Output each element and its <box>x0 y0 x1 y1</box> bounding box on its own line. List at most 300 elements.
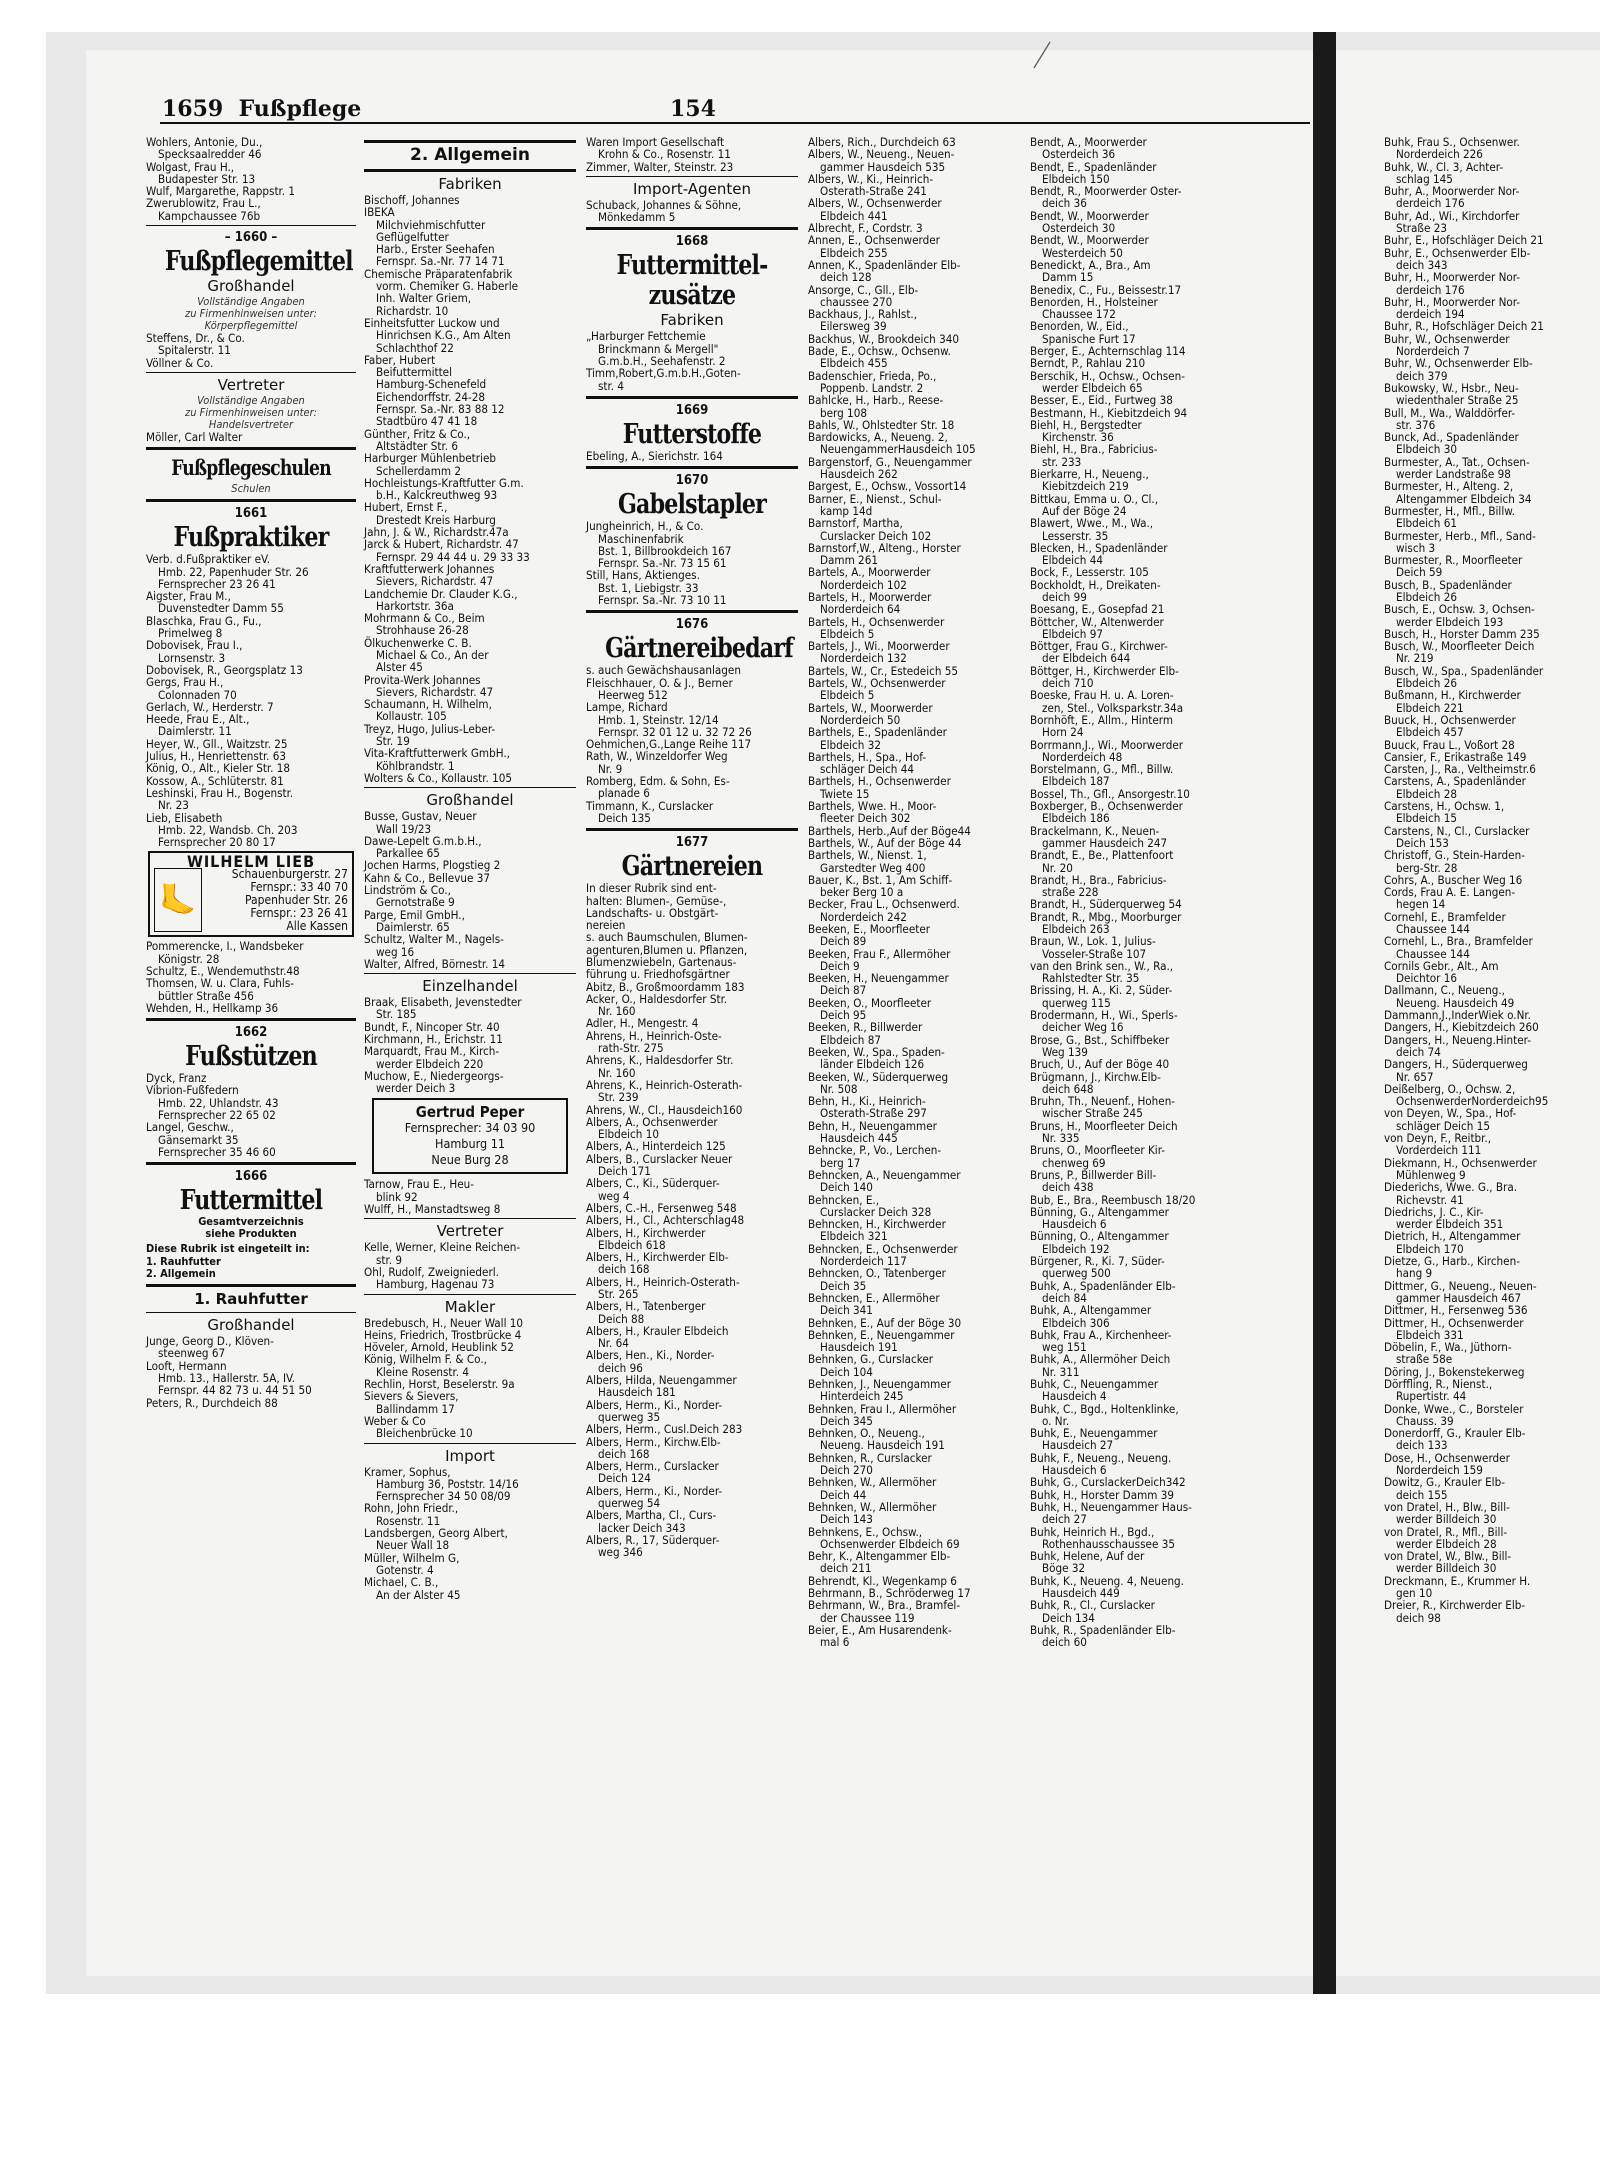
list-entry: deich 84 <box>1042 1290 1087 1305</box>
list-entry: Jarck & Hubert, Richardstr. 47 <box>364 537 519 552</box>
entries <box>586 330 798 391</box>
divider <box>364 1443 576 1444</box>
list-entry: Norderdeich 159 <box>1396 1463 1483 1478</box>
list-entry: Beeken, H., Neuengammer <box>808 971 949 986</box>
entries <box>586 520 798 606</box>
list-entry: gammer Hausdeich 535 <box>820 159 946 174</box>
list-entry: Horn 24 <box>1042 725 1084 740</box>
list-entry: Burmester, H., Alteng. 2, <box>1384 479 1514 494</box>
list-entry: Deich 135 <box>598 810 651 825</box>
list-entry: deich 98 <box>1396 1610 1441 1624</box>
list-entry: Faber, Hubert <box>364 352 436 367</box>
list-entry: Steffens, Dr., & Co. <box>146 331 245 346</box>
list-entry: Elbdeich 192 <box>1042 1241 1110 1256</box>
list-entry: Michael, C. B., <box>364 1575 439 1590</box>
list-entry: Elbdeich 87 <box>820 1032 881 1047</box>
list-entry: Schaumann, H. Wilhelm, <box>364 697 492 712</box>
list-entry: Landsbergen, Georg Albert, <box>364 1526 508 1541</box>
advertisement-box <box>372 1098 568 1174</box>
list-entry: Deich 35 <box>820 1278 867 1293</box>
list-entry: Bahlcke, H., Harb., Reese- <box>808 393 944 408</box>
list-entry: Bartels, J., Wi., Moorwerder <box>808 639 950 654</box>
list-entry: Krohn & Co., Rosenstr. 11 <box>598 147 731 162</box>
list-entry: Strohhause 26-28 <box>376 623 469 638</box>
list-entry: Parkallee 65 <box>376 846 440 861</box>
divider <box>364 973 576 974</box>
list-entry: Bruns, P., Billwerder Bill- <box>1030 1167 1157 1182</box>
list-entry: Spanische Furt 17 <box>1042 331 1136 346</box>
list-entry: Nr. 64 <box>598 1336 629 1351</box>
list-entry: Timmann, K., Curslacker <box>586 798 714 813</box>
list-entry: straße 58e <box>1396 1352 1453 1367</box>
list-entry: Twiete 15 <box>820 786 870 801</box>
list-entry: Beeken, O., Moorfleeter <box>808 995 932 1010</box>
list-entry: Buhk, H., Neuengammer Haus- <box>1030 1499 1192 1514</box>
list-entry: Elbdeich 97 <box>1042 626 1103 641</box>
list-entry: Pommerencke, I., Wandsbeker <box>146 939 304 954</box>
list-entry: Osterath-Straße 241 <box>820 184 927 199</box>
list-entry: Behnken, E., Neuengammer <box>808 1327 955 1342</box>
list-entry: Gotenstr. 4 <box>376 1562 434 1577</box>
advertisement-box <box>148 851 354 937</box>
list-entry: Bartels, W., Ochsenwerder <box>808 676 946 691</box>
list-entry: Elbdeich 263 <box>1042 922 1110 936</box>
list-entry: Behncken, H., Kirchwerder <box>808 1217 946 1232</box>
list-entry: Einheitsfutter Luckow und <box>364 315 500 330</box>
entries <box>364 194 576 784</box>
list-entry: Dangers, H., Süderquerweg <box>1384 1057 1528 1072</box>
list-entry: Nr. 20 <box>1042 860 1073 875</box>
list-entry: Barner, E., Nienst., Schul- <box>808 491 942 506</box>
list-entry: Deich 59 <box>1396 565 1443 580</box>
list-entry: gen 10 <box>1396 1586 1433 1601</box>
list-entry: Buhr, W., Ochsenwerder <box>1384 331 1510 346</box>
list-entry: Hmb. 22, Uhlandstr. 43 <box>158 1095 279 1110</box>
entries <box>146 940 356 1014</box>
list-entry: Benorden, W., Eid., <box>1030 319 1129 334</box>
list-entry: Hausdeich 191 <box>820 1340 898 1355</box>
list-entry: Böttger, Frau G., Kirchwer- <box>1030 639 1168 654</box>
subsection-title: Makler <box>444 1297 496 1316</box>
list-entry: Hausdeich 445 <box>820 1131 898 1146</box>
list-entry: Albers, W., Ki., Heinrich- <box>808 171 934 186</box>
list-entry: Barthels, E., Spadenländer <box>808 725 947 740</box>
list-entry: Weber & Co <box>364 1413 426 1428</box>
list-entry: Barthels, Wwe. H., Moor- <box>808 799 937 814</box>
list-entry: Lindström & Co., <box>364 883 451 898</box>
list-entry: Vita-Kraftfutterwerk GmbH., <box>364 746 510 761</box>
list-entry: Mohrmann & Co., Beim <box>364 611 485 626</box>
list-entry: Still, Hans, Aktienges. <box>586 568 700 583</box>
list-entry: Landchemie Dr. Clauder K.G., <box>364 586 518 601</box>
divider <box>364 1294 576 1295</box>
list-entry: Heerweg 512 <box>598 687 668 702</box>
list-entry: Tarnow, Frau E., Heu- <box>364 1177 474 1192</box>
list-entry: Spitalerstr. 11 <box>158 343 231 358</box>
list-entry: Diedrichs, J. C., Kir- <box>1384 1204 1484 1219</box>
list-entry: Fernsprecher 35 46 60 <box>158 1144 276 1159</box>
list-entry: Altstädter Str. 6 <box>376 438 458 453</box>
list-entry: Albers, Herm., Cusl.Deich 283 <box>586 1422 743 1437</box>
list-entry: Hausdeich 262 <box>820 467 898 482</box>
entries <box>146 553 356 848</box>
list-entry: Chemische Präparatenfabrik <box>364 266 513 281</box>
list-entry: Hinrichsen K.G., Am Alten <box>376 328 511 343</box>
list-entry: deich 343 <box>1396 257 1448 272</box>
list-entry: Wehden, H., Hellkamp 36 <box>146 1000 279 1015</box>
divider <box>146 1312 356 1313</box>
list-entry: Donke, Wwe., C., Borsteler <box>1384 1401 1524 1416</box>
list-entry: deich 710 <box>1042 676 1094 691</box>
list-entry: Norderdeich 242 <box>820 909 907 924</box>
list-entry: Bade, E., Ochsw., Ochsenw. <box>808 344 951 359</box>
list-entry: Buhk, Helene, Auf der <box>1030 1549 1145 1564</box>
divider <box>146 1018 356 1021</box>
list-entry: Albers, H., Kirchwerder <box>586 1225 706 1240</box>
list-entry: Elbdeich 186 <box>1042 811 1110 826</box>
list-entry: von Dratel, R., Mfl., Bill- <box>1384 1524 1508 1539</box>
ad-title: Gertrud Peper <box>415 1103 525 1122</box>
list-entry: Norderdeich 7 <box>1396 344 1470 359</box>
list-entry: Romberg, Edm. & Sohn, Es- <box>586 774 730 789</box>
list-entry: Buhk, W., Cl. 3, Achter- <box>1384 159 1504 174</box>
list-entry: von Deyn, F., Reitbr., <box>1384 1131 1492 1146</box>
section-number: – 1660 – <box>224 230 278 246</box>
list-entry: Daimlerstr. 11 <box>158 724 232 739</box>
list-entry: o. Nr. <box>1042 1413 1070 1428</box>
divider <box>146 372 356 373</box>
list-entry: Fleischhauer, O. & J., Berner <box>586 675 733 690</box>
list-entry: Bendt, A., Moorwerder <box>1030 135 1147 149</box>
list-entry: Albers, A., Hinterdeich 125 <box>586 1139 726 1154</box>
list-entry: Looft, Hermann <box>146 1358 227 1373</box>
list-entry: Mühlenweg 9 <box>1396 1167 1466 1182</box>
list-entry: Albers, H., Cl., Achterschlag48 <box>586 1213 745 1228</box>
list-entry: deich 133 <box>1396 1438 1448 1453</box>
list-entry: Lieb, Elisabeth <box>146 810 223 825</box>
entries <box>364 1241 576 1290</box>
list-entry: länder Elbdeich 126 <box>820 1057 925 1072</box>
list-entry: Elbdeich 255 <box>820 245 888 260</box>
list-entry: van den Brink sen., W., Ra., <box>1030 958 1174 973</box>
entries <box>146 431 356 443</box>
list-entry: Nr. 160 <box>598 1065 636 1080</box>
list-entry: Auf der Böge 24 <box>1042 503 1127 518</box>
list-entry: Bredebusch, H., Neuer Wall 10 <box>364 1315 524 1330</box>
list-entry: Behncke, P., Vo., Lerchen- <box>808 1143 942 1158</box>
list-entry: Westerdeich 50 <box>1042 245 1123 260</box>
list-entry: Buhk, G., CurslackerDeich342 <box>1030 1475 1186 1490</box>
list-entry: Beeken, W., Süderquerweg <box>808 1069 949 1084</box>
ad-body <box>154 868 348 933</box>
list-entry: Carstens, A., Spadenländer <box>1384 774 1526 789</box>
list-entry: Buhk, E., Neuengammer <box>1030 1426 1158 1441</box>
list-entry: Dangers, H., Kiebitzdeich 260 <box>1384 1020 1539 1035</box>
entries <box>1030 136 1242 1649</box>
list-entry: Albers, H., Kirchwerder Elb- <box>586 1250 729 1265</box>
list-entry: Chaussee 172 <box>1042 307 1116 322</box>
list-entry: Dobovisek, R., Georgsplatz 13 <box>146 662 303 677</box>
list-entry: Schultz, E., Wendemuthstr.48 <box>146 963 300 978</box>
list-entry: Albers, A., Ochsenwerder <box>586 1114 718 1129</box>
list-entry: Buhr, R., Hofschläger Deich 21 <box>1384 319 1544 334</box>
list-entry: Deichtor 16 <box>1396 971 1458 986</box>
list-entry: Dallmann, C., Neueng., <box>1384 983 1505 998</box>
list-entry: agenturen,Blumen u. Pflanzen, <box>586 942 748 957</box>
subsection-title: Fabriken <box>438 175 502 193</box>
list-entry: Elbdeich 457 <box>1396 725 1464 740</box>
list-entry: Nr. 9 <box>598 761 623 776</box>
list-entry: Carsten, J., Ra., Veltheimstr.6 <box>1384 762 1536 777</box>
list-entry: Jungheinrich, H., & Co. <box>586 519 704 534</box>
section-number: 1676 <box>675 617 709 633</box>
list-entry: Dörffling, R., Nienst., <box>1384 1376 1493 1391</box>
list-entry: Osterath-Straße 297 <box>820 1106 927 1121</box>
list-entry: führung u. Friedhofsgärtner <box>586 967 730 982</box>
list-entry: Fernsprecher 20 80 17 <box>158 835 276 850</box>
list-entry: Ohl, Rudolf, Zweigniederl. <box>364 1264 499 1279</box>
section-note: Diese Rubrik ist eingeteilt in: 1. Rauhfutter 2. Allgemein <box>146 1242 310 1280</box>
list-entry: weg 16 <box>376 944 415 959</box>
list-entry: Buhr, E., Hofschläger Deich 21 <box>1384 233 1544 248</box>
list-entry: schläger Deich 44 <box>820 762 914 777</box>
page-number-center: 154 <box>670 96 716 122</box>
list-entry: Dietze, G., Harb., Kirchen- <box>1384 1254 1520 1269</box>
list-entry: s. auch Gewächshausanlagen <box>586 663 741 678</box>
list-entry: Brandt, H., Bra., Fabricius- <box>1030 872 1167 887</box>
list-entry: Wulf, Margarethe, Rappstr. 1 <box>146 184 296 199</box>
list-entry: Bruns, O., Moorfleeter Kir- <box>1030 1143 1166 1158</box>
pencil-mark-icon <box>1030 40 1054 70</box>
list-entry: Biehl, H., Bergstedter <box>1030 417 1142 432</box>
column-6 <box>1384 136 1600 1624</box>
list-entry: Bünning, O., Altengammer <box>1030 1229 1169 1244</box>
list-entry: Deich 44 <box>820 1487 867 1502</box>
list-entry: Elbdeich 30 <box>1396 442 1457 457</box>
list-entry: Bundt, F., Nincoper Str. 40 <box>364 1019 500 1034</box>
list-entry: Busch, E., Ochsw. 3, Ochsen- <box>1384 602 1535 617</box>
list-entry: Alle Kassen <box>286 919 348 934</box>
list-entry: Damm 15 <box>1042 270 1094 285</box>
list-entry: Behr, K., Altengammer Elb- <box>808 1549 951 1564</box>
list-entry: wiedenthaler Straße 25 <box>1396 393 1519 408</box>
list-entry: Buhr, E., Ochsenwerder Elb- <box>1384 245 1531 260</box>
list-entry: Blecken, H., Spadenländer <box>1030 540 1168 555</box>
list-entry: Albers, Herm., Ki., Norder- <box>586 1397 723 1412</box>
list-entry: Rechlin, Horst, Beselerstr. 9a <box>364 1377 515 1392</box>
list-entry: Behnken, J., Neuengammer <box>808 1376 951 1391</box>
list-entry: Hausdeich 6 <box>1042 1463 1107 1478</box>
section-title: Futtermittel- zusätze <box>616 250 768 312</box>
list-entry: Burmester, Herb., Mfl., Sand- <box>1384 528 1536 543</box>
list-entry: Ahrens, H., Heinrich-Oste- <box>586 1028 722 1043</box>
list-entry: Bartels, W., Moorwerder <box>808 700 933 715</box>
list-entry: Neueng. Hausdeich 191 <box>820 1438 945 1453</box>
list-entry: Bartels, H., Ochsenwerder <box>808 614 945 629</box>
list-entry: Carstens, H., Ochsw. 1, <box>1384 799 1505 814</box>
entries <box>808 136 1020 1649</box>
list-entry: Fernsprecher 34 50 08/09 <box>376 1489 511 1504</box>
list-entry: Sievers & Sievers, <box>364 1389 459 1404</box>
section-title: Fußpflegemittel <box>164 246 353 278</box>
list-entry: Bruhn, Th., Neuenf., Hohen- <box>1030 1094 1176 1109</box>
list-entry: deich 648 <box>1042 1081 1094 1096</box>
section-subtitle: Gesamtverzeichnis siehe Produkten <box>198 1215 304 1241</box>
list-entry: Vorderdeich 111 <box>1396 1143 1482 1158</box>
list-entry: Dawe-Lepelt G.m.b.H., <box>364 833 482 848</box>
subsection-title: Einzelhandel <box>422 977 518 996</box>
list-entry: Norderdeich 50 <box>820 712 901 727</box>
list-entry: Hausdeich 449 <box>1042 1586 1120 1601</box>
list-entry: Harb., Erster Seehafen <box>376 242 495 257</box>
list-entry: Albers, W., Ochsenwerder <box>808 196 942 211</box>
list-entry: Norderdeich 226 <box>1396 147 1483 162</box>
list-entry: Günther, Fritz & Co., <box>364 426 471 441</box>
list-entry: Christoff, G., Stein-Harden- <box>1384 848 1525 863</box>
entries <box>364 1178 576 1215</box>
section-subtitle: Schulen <box>231 482 271 496</box>
list-entry: Poppenb. Landstr. 2 <box>820 380 924 395</box>
list-entry: Borstelmann, G., Mfl., Billw. <box>1030 762 1174 777</box>
list-entry: Chauss. 39 <box>1396 1413 1454 1428</box>
list-entry: zen, Stel., Volksparkstr.34a <box>1042 700 1184 715</box>
list-entry: Bock, F., Lesserstr. 105 <box>1030 565 1149 580</box>
divider <box>146 1284 356 1287</box>
list-entry: Nr. 311 <box>1042 1364 1080 1379</box>
list-entry: Behnken, W., Allermöher <box>808 1475 937 1490</box>
list-entry: Beeken, R., Billwerder <box>808 1020 923 1035</box>
list-entry: Burmester, H., Mfl., Billw. <box>1384 503 1515 518</box>
list-entry: Möller, Carl Walter <box>146 429 243 444</box>
list-entry: Schuback, Johannes & Söhne, <box>586 197 742 212</box>
list-entry: Vibrion-Fußfedern <box>146 1083 239 1098</box>
list-entry: Elbdeich 441 <box>820 208 888 223</box>
list-entry: Behrendt, Kl., Wegenkamp 6 <box>808 1573 957 1588</box>
list-entry: Richardstr. 10 <box>376 303 449 318</box>
list-entry: Fernspr. Sa.-Nr. 83 88 12 <box>376 402 505 417</box>
list-entry: Abitz, B., Großmoordamm 183 <box>586 979 745 994</box>
section-number: 1661 <box>234 506 268 522</box>
list-entry: Bünning, G., Altengammer <box>1030 1204 1169 1219</box>
list-entry: Deich 9 <box>820 958 860 973</box>
list-entry: str. 376 <box>1396 417 1436 432</box>
list-entry: Nr. 508 <box>820 1081 858 1096</box>
list-entry: Buuck, Frau L., Voßort 28 <box>1384 737 1515 752</box>
list-entry: Heins, Friedrich, Trostbrücke 4 <box>364 1327 522 1342</box>
list-entry: Buhk, R., Spadenländer Elb- <box>1030 1622 1176 1637</box>
list-entry: Norderdeich 117 <box>820 1254 907 1269</box>
list-entry: Dobovisek, Frau I., <box>146 638 243 653</box>
list-entry: Barnstorf,W., Alteng., Horster <box>808 540 961 555</box>
list-entry: Buhk, A., Allermöher Deich <box>1030 1352 1171 1367</box>
list-entry: Ahrens, K., Haldesdorfer Str. <box>586 1053 734 1068</box>
list-entry: von Dratel, H., Blw., Bill- <box>1384 1499 1510 1514</box>
list-entry: Hmb. 13., Hallerstr. 5A, IV. <box>158 1371 295 1386</box>
list-entry: werder Elbdeich 65 <box>1042 380 1143 395</box>
list-entry: berg 17 <box>820 1155 861 1170</box>
section-number: 1666 <box>234 1169 268 1185</box>
list-entry: schläger Deich 15 <box>1396 1118 1490 1133</box>
list-entry: Barthels, Herb.,Auf der Böge44 <box>808 823 971 838</box>
list-entry: Brügmann, J., Kirchw.Elb- <box>1030 1069 1161 1084</box>
list-entry: Hausdeich 181 <box>598 1385 676 1400</box>
list-entry: Barthels, H., Ochsenwerder <box>808 774 951 789</box>
list-entry: OchsenwerderNorderdeich95 <box>1396 1094 1549 1109</box>
list-entry: Albers, H., Krauler Elbdeich <box>586 1323 729 1338</box>
list-entry: str. 233 <box>1042 454 1082 469</box>
list-entry: Brandt, R., Mbg., Moorburger <box>1030 909 1182 924</box>
subsection-title: Vertreter <box>217 375 285 394</box>
list-entry: Jahn, J. & W., Richardstr.47a <box>364 525 509 540</box>
list-entry: Bierkarre, H., Neueng., <box>1030 467 1149 482</box>
list-entry: Harburger Mühlenbetrieb <box>364 451 496 466</box>
list-entry: Badenschier, Frieda, Po., <box>808 368 937 383</box>
entries <box>146 332 356 369</box>
list-entry: Hochleistungs-Kraftfutter G.m. <box>364 475 524 490</box>
list-entry: Bargest, E., Ochsw., Vossort14 <box>808 479 967 494</box>
list-entry: Bunck, Ad., Spadenländer <box>1384 430 1519 445</box>
list-entry: Fernsprecher 22 65 02 <box>158 1108 276 1123</box>
list-entry: Norderdeich 64 <box>820 602 901 617</box>
list-entry: Elbdeich 61 <box>1396 516 1457 531</box>
list-entry: König, O., Alt., Kieler Str. 18 <box>146 761 291 776</box>
divider <box>586 610 798 613</box>
list-entry: Bendt, W., Moorwerder <box>1030 233 1149 248</box>
list-entry: Deich 171 <box>598 1164 651 1179</box>
list-entry: Albers, Herm., Ki., Norder- <box>586 1483 723 1498</box>
divider <box>586 227 798 230</box>
list-entry: Mönkedamm 5 <box>598 210 676 225</box>
divider <box>146 225 356 226</box>
list-entry: Dreckmann, E., Krummer H. <box>1384 1573 1531 1588</box>
list-entry: Buhk, A., Spadenländer Elb- <box>1030 1278 1176 1293</box>
list-entry: Stadtbüro 47 41 18 <box>376 414 478 429</box>
section-title: Fußpflegeschulen <box>171 455 331 481</box>
list-entry: Fernspr. 29 44 44 u. 29 33 33 <box>376 549 530 564</box>
list-entry: Str. 265 <box>598 1287 639 1301</box>
list-entry: Barnstorf, Martha, <box>808 516 903 531</box>
list-entry: Chaussee 144 <box>1396 946 1470 961</box>
ad-title: WILHELM LIEB <box>186 852 316 872</box>
list-entry: Hausdeich 6 <box>1042 1217 1107 1232</box>
list-entry: Diekmann, H., Ochsenwerder <box>1384 1155 1537 1170</box>
list-entry: Gerlach, W., Herderstr. 7 <box>146 699 274 714</box>
section-number: 1677 <box>675 835 709 851</box>
section-title: Fußpraktiker <box>173 522 329 554</box>
list-entry: Chaussee 144 <box>1396 922 1470 936</box>
divider <box>586 396 798 399</box>
list-entry: Buhr, H., Moorwerder Nor- <box>1384 270 1521 285</box>
list-entry: Elbdeich 5 <box>820 688 875 703</box>
list-entry: Bendt, W., Moorwerder <box>1030 208 1149 223</box>
list-entry: Fernspr. 44 82 73 u. 44 51 50 <box>158 1383 312 1398</box>
list-entry: Ansorge, C., Gll., Elb- <box>808 282 919 297</box>
entries <box>364 996 576 1094</box>
list-entry: Busch, W., Spa., Spadenländer <box>1384 663 1544 678</box>
list-entry: Behnken, O., Neueng., <box>808 1426 925 1441</box>
list-entry: Kelle, Werner, Kleine Reichen- <box>364 1240 521 1255</box>
list-entry: planade 6 <box>598 786 650 801</box>
list-entry: straße 228 <box>1042 885 1099 900</box>
list-entry: Busch, H., Horster Damm 235 <box>1384 626 1540 641</box>
list-entry: Behncken, E., <box>808 1192 880 1207</box>
subsection-title: Großhandel <box>426 791 514 810</box>
list-entry: Behn, H., Ki., Heinrich- <box>808 1094 926 1109</box>
list-entry: Michael & Co., An der <box>376 647 489 662</box>
list-entry: steenweg 67 <box>158 1346 226 1361</box>
list-entry: Budapester Str. 13 <box>158 171 256 186</box>
list-entry: str. 9 <box>376 1252 403 1267</box>
